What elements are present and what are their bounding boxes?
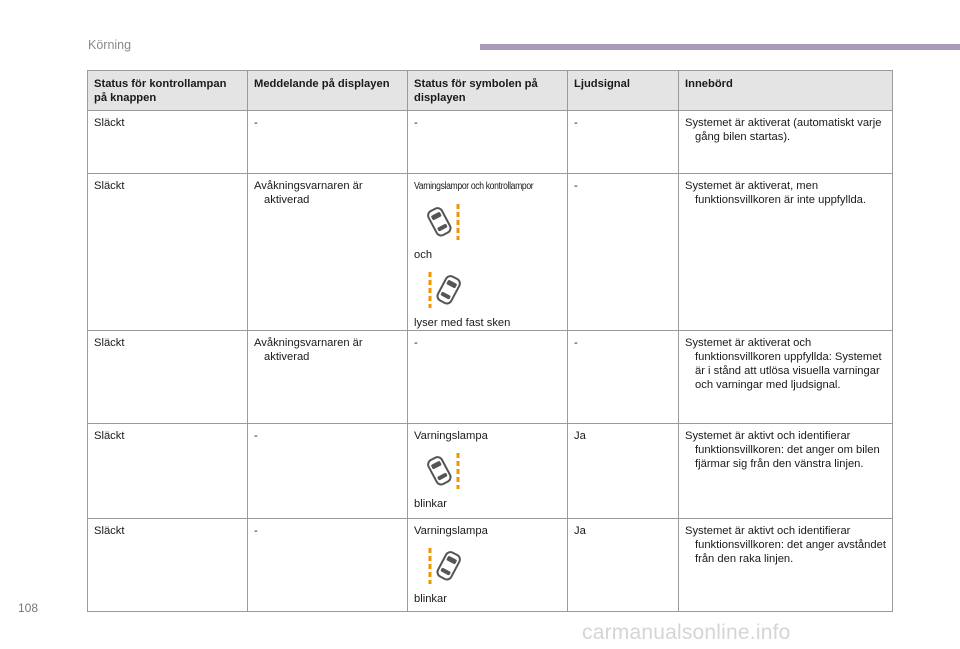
symbol-status-suffix: blinkar	[414, 593, 447, 605]
cell-sound-signal: -	[568, 174, 679, 331]
lane-departure-right-icon	[424, 451, 464, 491]
header-meaning: Innebörd	[679, 71, 893, 111]
header-symbol-status: Status för symbolen på displayen	[408, 71, 568, 111]
cell-symbol-status	[408, 519, 568, 612]
cell-meaning	[679, 424, 893, 519]
page-number: 108	[18, 601, 39, 615]
cell-display-message: -	[248, 111, 408, 174]
lane-departure-left-icon	[424, 546, 464, 586]
cell-display-message: -	[248, 519, 408, 612]
cell-display-message: -	[248, 424, 408, 519]
table-header-row	[88, 71, 893, 111]
cell-symbol-status	[408, 174, 568, 331]
cell-sound-signal: Ja	[568, 519, 679, 612]
cell-display-message	[248, 331, 408, 424]
cell-meaning	[679, 519, 893, 612]
meaning-text: Systemet är aktiverat, men funktionsvillkoren är inte uppfyllda.	[685, 180, 867, 206]
header-button-lamp-status: Status för kontrollampan på knappen	[88, 71, 248, 111]
header-sound-signal: Ljudsignal	[568, 71, 679, 111]
header-accent-bar	[480, 44, 960, 50]
meaning-text: Systemet är aktivt och identifierar funktionsvillkoren: det anger avståndet från den raka linjen.	[685, 525, 886, 565]
cell-meaning	[679, 111, 893, 174]
cell-symbol-status	[408, 424, 568, 519]
cell-lamp-status: Släckt	[88, 424, 248, 519]
table-row	[88, 174, 893, 331]
cell-meaning	[679, 331, 893, 424]
cell-sound-signal: Ja	[568, 424, 679, 519]
table-row	[88, 111, 893, 174]
display-message-text: Avåkningsvarnaren är aktiverad	[254, 337, 363, 363]
lane-departure-left-icon	[424, 270, 464, 310]
cell-meaning	[679, 174, 893, 331]
cell-symbol-status: -	[408, 331, 568, 424]
symbol-status-label: Varningslampa	[414, 525, 488, 537]
symbol-status-label: Varningslampor och kontrollampor	[414, 181, 534, 192]
cell-lamp-status: Släckt	[88, 331, 248, 424]
section-title: Körning	[88, 38, 132, 52]
display-message-text: Avåkningsvarnaren är aktiverad	[254, 180, 363, 206]
watermark: carmanualsonline.info	[582, 621, 791, 644]
header-display-message: Meddelande på displayen	[248, 71, 408, 111]
symbol-status-suffix: lyser med fast sken	[414, 317, 511, 329]
cell-sound-signal: -	[568, 111, 679, 174]
cell-sound-signal: -	[568, 331, 679, 424]
status-table	[87, 70, 893, 612]
symbol-conjunction: och	[414, 249, 433, 261]
cell-symbol-status: -	[408, 111, 568, 174]
lane-departure-right-icon	[424, 202, 464, 242]
meaning-text: Systemet är aktivt och identifierar funktionsvillkoren: det anger om bilen fjärmar sig från den vänstra linjen.	[685, 430, 880, 470]
cell-lamp-status: Släckt	[88, 519, 248, 612]
table-row	[88, 331, 893, 424]
cell-lamp-status: Släckt	[88, 111, 248, 174]
table-row	[88, 519, 893, 612]
cell-display-message	[248, 174, 408, 331]
meaning-text: Systemet är aktiverat (automatiskt varje gång bilen startas).	[685, 117, 882, 143]
meaning-text: Systemet är aktiverat och funktionsvillkoren uppfyllda: Systemet är i stånd att utlösa visuella varningar och varningar med ljudsignal.	[685, 337, 882, 391]
table-row	[88, 424, 893, 519]
symbol-status-suffix: blinkar	[414, 498, 447, 510]
symbol-status-label: Varningslampa	[414, 430, 488, 442]
cell-lamp-status: Släckt	[88, 174, 248, 331]
